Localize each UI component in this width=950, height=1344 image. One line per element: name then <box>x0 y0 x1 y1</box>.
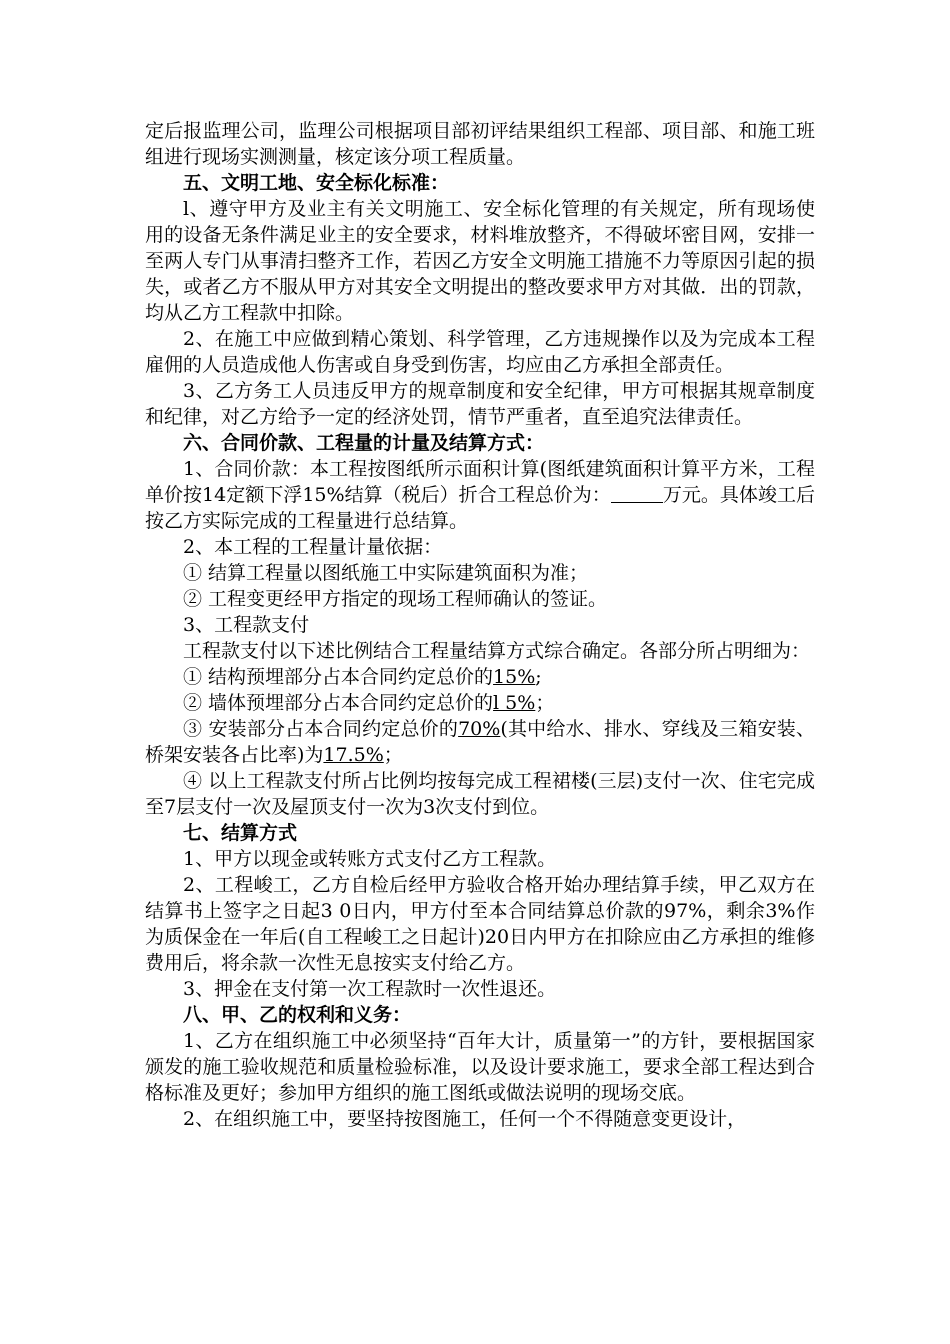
paragraph: 1、甲方以现金或转账方式支付乙方工程款。 <box>183 848 557 870</box>
paragraph: 2、在施工中应做到精心策划、科学管理，乙方违规操作以及为完成本工程雇佣的人员造成他人伤害或自身受到伤害，均应由乙方承担全部责任。 <box>145 328 815 376</box>
punctuation: ; <box>535 666 542 688</box>
list-item-text: ② 墙体预埋部分占本合同约定总价的 <box>183 692 494 714</box>
document-body <box>145 118 815 1132</box>
contract-price-text: 1、合同价款：本工程按图纸所示面积计算(图纸建筑面积计算平方米，工程单价按14定额下浮15%结算（税后）折合工程总价为： <box>145 458 815 506</box>
list-item: ① 结算工程量以图纸施工中实际建筑面积为准； <box>183 562 589 584</box>
percentage-value: 15% <box>493 666 536 688</box>
section-heading-6: 六、合同价款、工程量的计量及结算方式： <box>183 432 545 454</box>
list-item <box>145 690 815 716</box>
list-item <box>145 716 815 768</box>
section-heading-5: 五、文明工地、安全标化标准： <box>183 172 450 194</box>
paragraph: 3、押金在支付第一次工程款时一次性退还。 <box>183 978 557 1000</box>
paragraph: l、遵守甲方及业主有关文明施工、安全标化管理的有关规定，所有现场使用的设备无条件满足业主的安全要求，材料堆放整齐，不得破坏密目网，安排一至两人专门从事清扫整齐工作，若因乙方安全文明施工措施不力等原因引起的损失，或者乙方不服从甲方对其安全文明提出的整改要求甲方对其做．出的罚款，均从乙方工程款中扣除。 <box>145 198 815 324</box>
section-heading-7: 七、结算方式 <box>183 822 298 844</box>
contract-price-text-2: 万元。具体竣工后按乙方实际完成的工程量进行总结算。 <box>145 484 815 532</box>
paragraph: 1、乙方在组织施工中必须坚持“百年大计，质量第一”的方针，要根据国家颁发的施工验收规范和质量检验标准，以及设计要求施工，要求全部工程达到合格标准及更好；参加甲方组织的施工图纸或做法说明的现场交底。 <box>145 1030 815 1104</box>
paragraph: 3、乙方务工人员违反甲方的规章制度和安全纪律，甲方可根据其规章制度和纪律，对乙方给予一定的经济处罚，情节严重者，直至追究法律责任。 <box>145 380 815 428</box>
percentage-value: 70% <box>458 718 501 740</box>
paragraph: 2、在组织施工中，要坚持按图施工，任何一个不得随意变更设计， <box>183 1108 747 1130</box>
paragraph: 工程款支付以下述比例结合工程量结算方式综合确定。各部分所占明细为： <box>183 640 811 662</box>
list-item: ② 工程变更经甲方指定的现场工程师确认的签证。 <box>183 588 608 610</box>
paragraph: 2、工程峻工，乙方自检后经甲方验收合格开始办理结算手续，甲乙双方在结算书上签字之日起3 0日内，甲方付至本合同结算总价款的97%，剩余3%作为质保金在一年后(自工程峻工之日起计)20日内甲方在扣除应由乙方承担的维修费用后，将余款一次性无息按实支付给乙方。 <box>145 874 815 974</box>
blank-line <box>611 484 663 503</box>
list-item: ④ 以上工程款支付所占比例均按每完成工程裙楼(三层)支付一次、住宅完成至7层支付一次及屋顶支付一次为3次支付到位。 <box>145 770 815 818</box>
section-heading-8: 八、甲、乙的权利和义务： <box>183 1004 412 1026</box>
list-item-text-2: (其中给水、排水、穿线及三箱安装、桥架安装各占比率)为 <box>145 718 815 766</box>
paragraph: 定后报监理公司，监理公司根据项目部初评结果组织工程部、项目部、和施工班组进行现场实测测量，核定该分项工程质量。 <box>145 120 815 168</box>
list-item-text: ① 结构预埋部分占本合同约定总价的 <box>183 666 494 688</box>
paragraph: 2、本工程的工程量计量依据： <box>183 536 443 558</box>
punctuation: ； <box>383 744 403 766</box>
percentage-value-2: 17.5% <box>323 744 384 766</box>
percentage-value: l 5% <box>493 692 536 714</box>
paragraph-contract-price <box>145 456 815 534</box>
punctuation: ； <box>535 692 555 714</box>
paragraph: 3、工程款支付 <box>183 614 310 636</box>
list-item-text: ③ 安装部分占本合同约定总价的 <box>183 718 459 740</box>
list-item <box>145 664 815 690</box>
